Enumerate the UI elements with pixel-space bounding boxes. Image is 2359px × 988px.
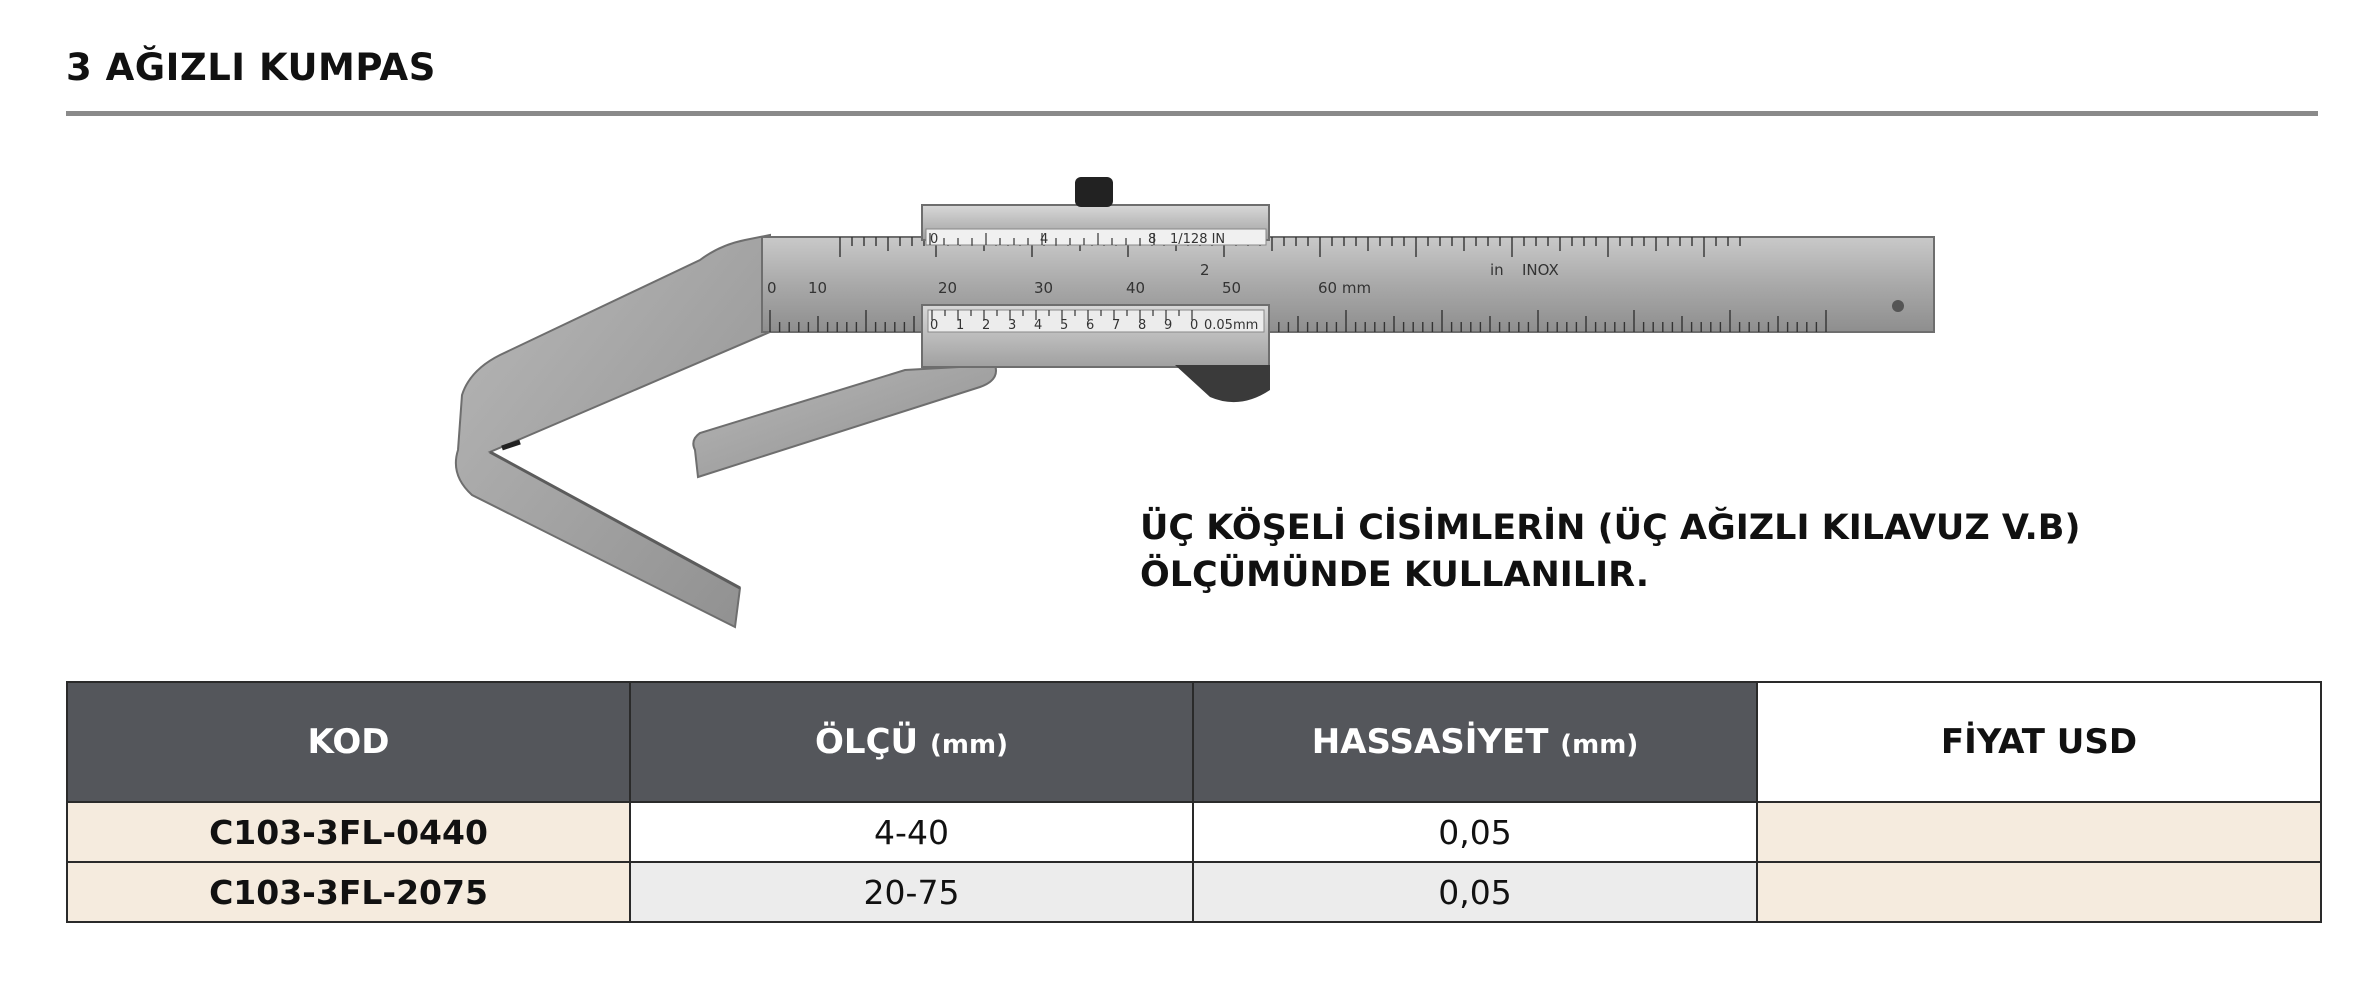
vernier-label: 0 [1190,318,1199,333]
table-row [67,862,2321,922]
product-description [1140,505,2080,599]
header-price [1757,682,2321,802]
vernier-label: 7 [1112,318,1121,333]
vernier-label: 9 [1164,318,1173,333]
scale-label: 2 [1200,261,1210,279]
vernier-label: 0.05mm [1204,318,1259,333]
vernier-label: 4 [1040,232,1049,247]
vernier-label: 6 [1086,318,1095,333]
description-line: ÜÇ KÖŞELİ CİSİMLERİN (ÜÇ AĞIZLI KILAVUZ V.B) [1140,508,2081,548]
scale-label: 20 [938,279,958,297]
cell-size: 4-40 [630,802,1193,862]
vernier-label: 1/128 IN [1170,232,1226,247]
vernier-label: 2 [982,318,991,333]
scale-label: 40 [1126,279,1146,297]
vernier-label: 8 [1138,318,1147,333]
page-title: 3 AĞIZLI KUMPAS [66,46,436,89]
title-divider [66,111,2318,116]
header-code [67,682,630,802]
sliding-jaw [693,365,996,477]
scale-label: 60 mm [1318,279,1372,297]
scale-label: in [1490,261,1504,279]
vernier-label: 0 [930,318,939,333]
cell-price [1757,802,2321,862]
cell-code: C103-3FL-2075 [67,862,630,922]
scale-label: 0 [767,279,777,297]
header-label: ÖLÇÜ [815,722,919,762]
cell-precision: 0,05 [1193,862,1757,922]
vernier-label: 4 [1034,318,1043,333]
vernier-label: 1 [956,318,965,333]
product-table [66,681,2322,923]
vernier-label: 0 [930,232,939,247]
scale-label: 50 [1222,279,1242,297]
header-label: KOD [307,722,390,762]
scale-label: 10 [808,279,828,297]
header-unit: (mm) [1560,730,1639,760]
vernier-label: 3 [1008,318,1017,333]
header-label: FİYAT USD [1940,722,2138,762]
cell-size: 20-75 [630,862,1193,922]
cell-code: C103-3FL-0440 [67,802,630,862]
header-label: HASSASİYET [1311,722,1549,762]
description-line: ÖLÇÜMÜNDE KULLANILIR. [1140,555,1650,595]
header-precision [1193,682,1757,802]
scale-label: 30 [1034,279,1054,297]
header-size [630,682,1193,802]
header-unit: (mm) [930,730,1008,760]
vernier-label: 8 [1148,232,1157,247]
cell-price [1757,862,2321,922]
table-header-row [67,682,2321,802]
scale-label: INOX [1522,261,1559,279]
table-row [67,802,2321,862]
vernier-label: 5 [1060,318,1069,333]
cell-precision: 0,05 [1193,802,1757,862]
